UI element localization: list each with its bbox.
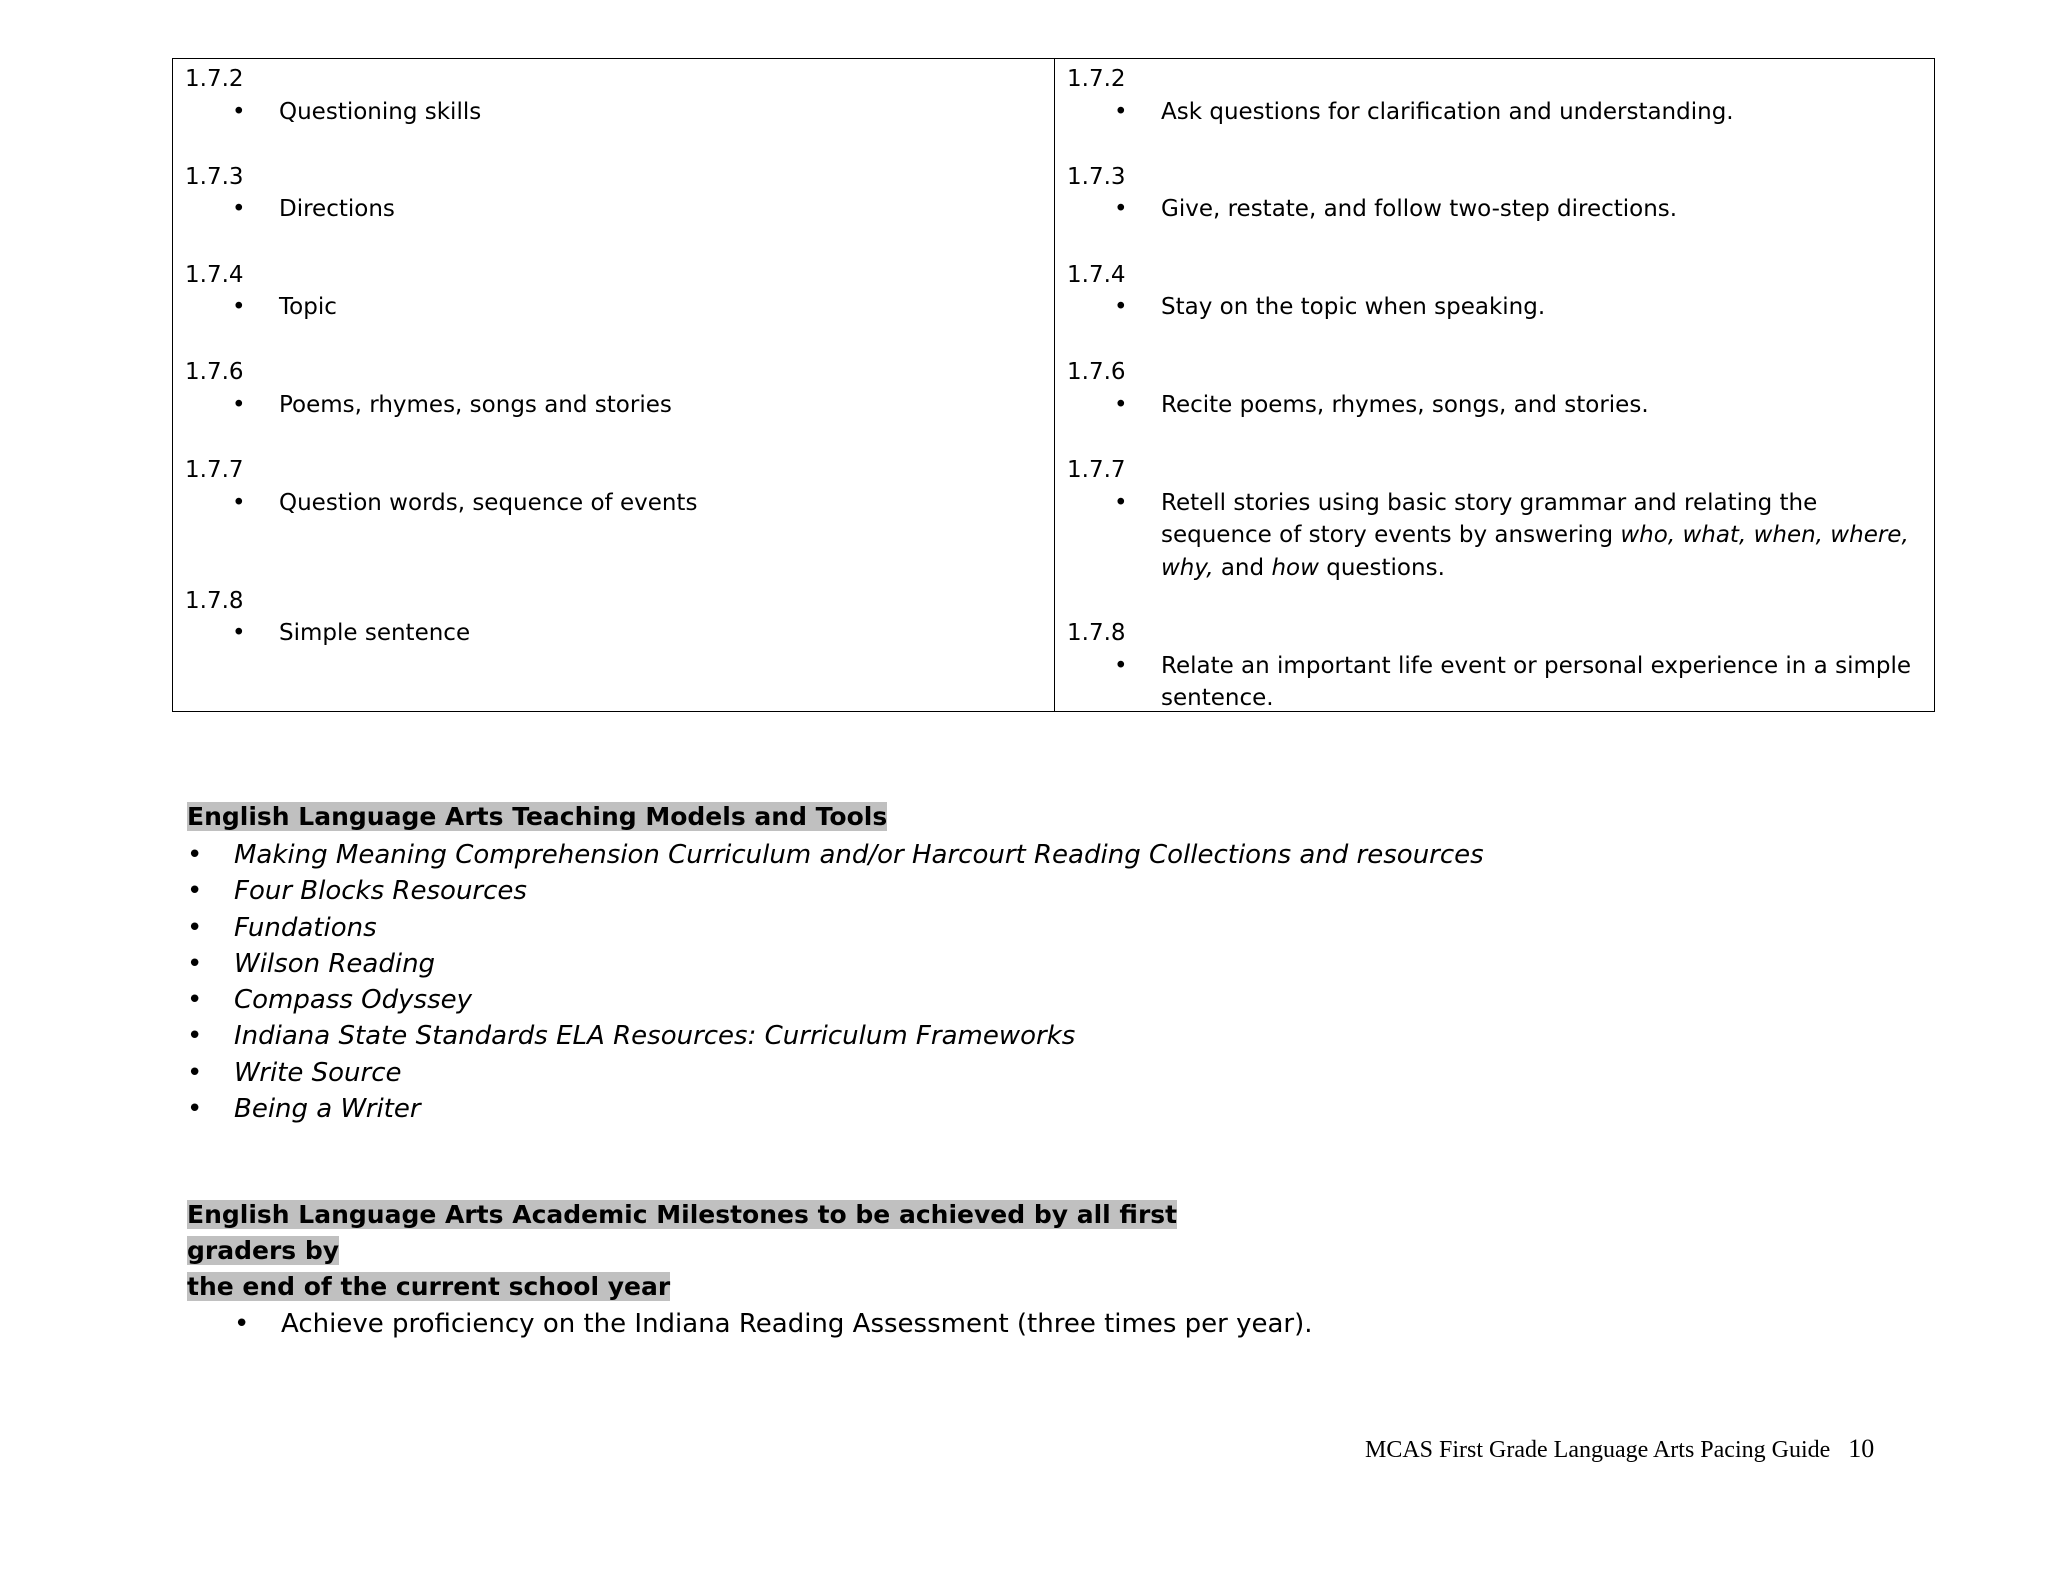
standards-table [172,58,1935,712]
standard-block [185,259,1042,324]
standard-number: 1.7.6 [185,359,244,386]
objective-text-mid: and [1213,554,1272,581]
list-item: • Indiana State Standards ELA Resources: Curriculum Frameworks [187,1018,1484,1054]
objective-number: 1.7.2 [1067,66,1126,92]
objective-text [1067,487,1922,585]
objective-number: 1.7.3 [1067,163,1126,190]
list-item: • Being a Writer [187,1091,1484,1127]
page-footer [1365,1434,1874,1465]
milestones-heading-line1: English Language Arts Academic Milestones to be achieved by all first graders by [187,1200,1178,1265]
footer-title: MCAS First Grade Language Arts Pacing Guide [1365,1437,1831,1463]
objective-text: • Stay on the topic when speaking. [1067,291,1922,324]
standard-topic: • Question words, sequence of events [185,487,1042,520]
milestones-heading [187,1197,1247,1305]
standard-number: 1.7.4 [185,261,244,288]
milestones-heading-line2: the end of the current school year [187,1272,671,1301]
standard-number: 1.7.3 [185,163,244,190]
list-item: • Write Source [187,1055,1484,1091]
standard-number: 1.7.2 [185,66,244,92]
list-item: • Fundations [187,910,1484,946]
standard-topic: • Topic [185,291,1042,324]
standard-topic: • Poems, rhymes, songs and stories [185,389,1042,422]
standards-column-objectives [1055,59,1934,711]
objective-block [1067,454,1922,584]
standard-block [185,454,1042,519]
standard-topic: • Directions [185,193,1042,226]
objective-text-start: Retell stories using basic story grammar and relating the sequence of story events by answering [1161,489,1818,549]
objective-text: • Ask questions for clarification and understanding. [1067,96,1922,129]
objective-block [1067,259,1922,324]
list-item: • Achieve proficiency on the Indiana Reading Assessment (three times per year). [234,1306,1313,1342]
objective-number: 1.7.4 [1067,261,1126,288]
standard-block [185,63,1042,128]
list-item: • Four Blocks Resources [187,873,1484,909]
standard-topic: • Simple sentence [185,617,1042,650]
objective-number: 1.7.8 [1067,620,1126,647]
list-item: • Making Meaning Comprehension Curriculum and/or Harcourt Reading Collections and resources [187,837,1484,873]
objective-block [1067,161,1922,226]
standard-number: 1.7.7 [185,457,244,484]
page-number: 10 [1848,1434,1875,1463]
objective-block [1067,356,1922,421]
tools-heading-text: English Language Arts Teaching Models and Tools [187,802,888,831]
objective-text-end: questions. [1318,554,1445,581]
objective-text-how: how [1271,554,1319,581]
milestones-list [234,1306,1313,1342]
standard-block [185,356,1042,421]
standard-number: 1.7.8 [185,587,244,614]
list-item: • Compass Odyssey [187,982,1484,1018]
objective-text: • Relate an important life event or personal experience in a simple sentence. [1067,650,1922,715]
standard-block [185,161,1042,226]
standard-block [185,585,1042,650]
objective-text: • Recite poems, rhymes, songs, and stories. [1067,389,1922,422]
objective-text-question-words: who, what, when, where, why, [1161,522,1909,581]
tools-list [187,837,1484,1127]
standards-column-topics [173,59,1055,711]
objective-number: 1.7.7 [1067,457,1126,484]
objective-block [1067,617,1922,715]
list-item: • Wilson Reading [187,946,1484,982]
objective-number: 1.7.6 [1067,359,1126,386]
objective-text: • Give, restate, and follow two-step directions. [1067,193,1922,226]
tools-heading [187,799,887,835]
standard-topic: • Questioning skills [185,96,1042,129]
objective-block [1067,63,1922,128]
